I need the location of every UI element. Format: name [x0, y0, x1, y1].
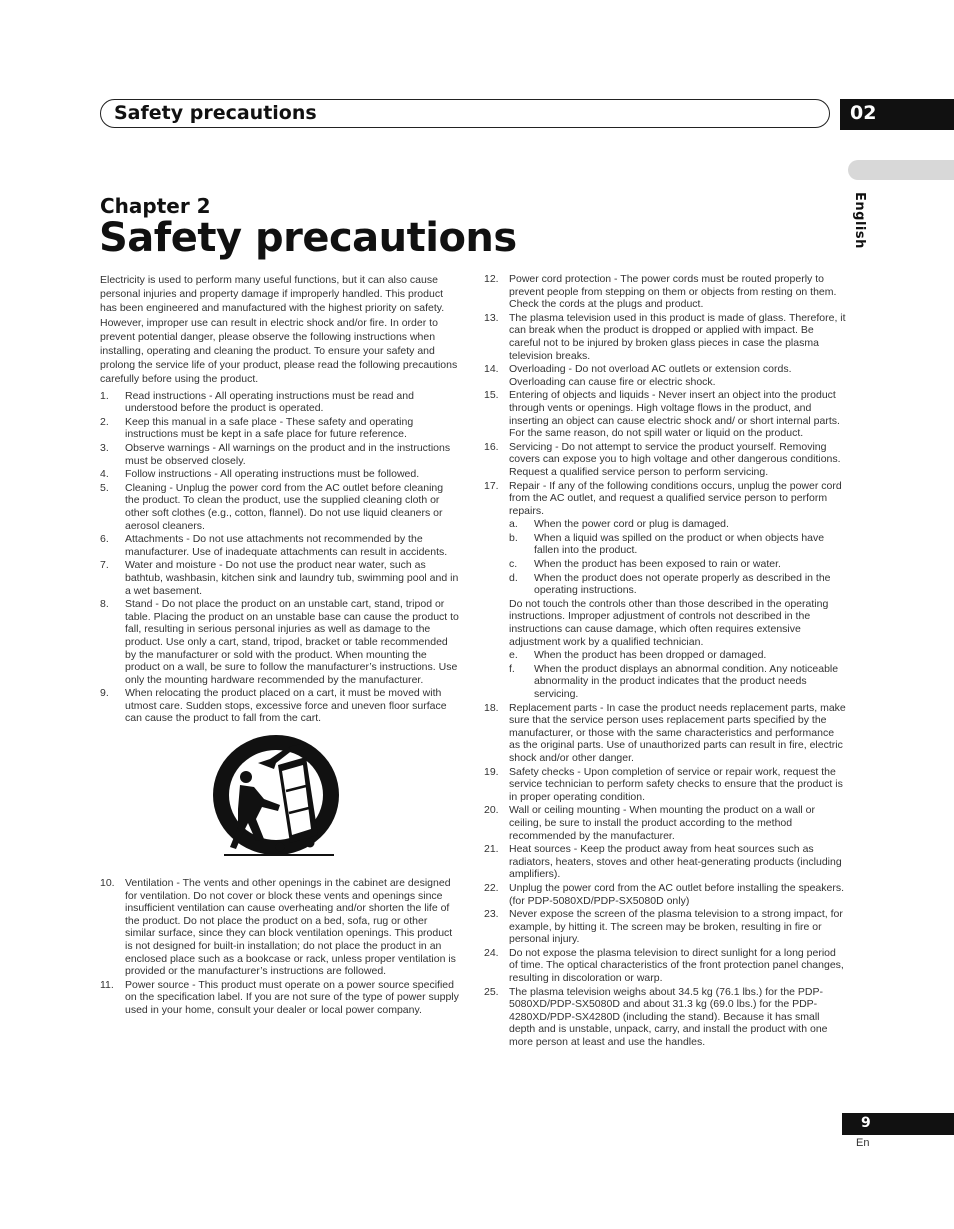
repair-item-list: [484, 480, 846, 701]
sub-item-1: [509, 518, 846, 531]
item-text: Repair - If any of the following conditions occurs, unplug the power cord from the AC outlet, and request a qualified service person to perform repairs.: [509, 479, 842, 517]
page-language-code: En: [856, 1137, 870, 1149]
list-item-4: [100, 468, 460, 481]
item-text: Do not expose the plasma television to direct sunlight for a long period of time. The optical characteristics of the front protection panel changes, resulting in discoloration or warp.: [509, 946, 844, 985]
item-number: 8.: [100, 598, 109, 611]
item-text: Read instructions - All operating instructions must be read and understood before the product is operated.: [125, 389, 414, 415]
item-number: 7.: [100, 559, 109, 572]
item-number: a.: [509, 518, 518, 531]
list-item-4: [484, 389, 846, 439]
item-text: Keep this manual in a safe place - These safety and operating instructions must be kept in a safe place for future reference.: [125, 415, 414, 441]
item-text: The plasma television weighs about 34.5 kg (76.1 lbs.) for the PDP-5080XD/PDP-SX5080D and about 31.3 kg (69.0 lbs.) for the PDP-4280XD/PDP-SX4280D (including the stand). Because it has small depth and is unstable, unpack, carry, and install the product with one more person at least and use the handles.: [509, 985, 828, 1049]
item-number: 13.: [484, 311, 499, 324]
item-text: Power cord protection - The power cords must be routed properly to prevent people from stepping on them or objects from resting on them. Check the cords at the plugs and product.: [509, 273, 837, 311]
repair-note: Do not touch the controls other than those described in the operating instructions. Improper adjustment of controls not described in the instructions can cause damage, which often requires extensive adjustment work by a qualified technician.: [509, 597, 829, 648]
item-text: Ventilation - The vents and other openings in the cabinet are designed for ventilation. Do not cover or block these vents and openings since insufficient ventilation can cause overheating and/or shorten the life of the product. Do not place the product on a bed, sofa, rug or other similar surface, since they can block ventilation openings. This product is not designed for built-in installation; do not place the product in an enclosed place such as a bookcase or rack, unless proper ventilation is provided or the manufacturer’s instructions are followed.: [125, 877, 456, 978]
list-item-2: [100, 979, 460, 1017]
item-number: 20.: [484, 804, 499, 817]
item-text: When the product has been dropped or damaged.: [534, 649, 767, 662]
list-item-3: [484, 804, 846, 842]
item-text: Never expose the screen of the plasma television to a strong impact, for example, by hitting it. The screen may be broken, resulting in fire or personal injury.: [509, 908, 843, 946]
intro-paragraph: Electricity is used to perform many useful functions, but it can also cause personal injuries and property damage if improperly handled. This product has been engineered and manufactured with the highest priority on safety. However, improper use can result in electric shock and/or fire. In order to prevent potential danger, please observe the following instructions when installing, operating and cleaning the product. To ensure your safety and prolong the service life of your product, please read the following precautions carefully before using the product.: [100, 274, 458, 386]
language-label: English: [852, 192, 867, 249]
list-item-5: [484, 441, 846, 479]
item-number: b.: [509, 531, 518, 544]
list-item-7: [484, 947, 846, 985]
language-tab: [848, 160, 954, 180]
item-number: d.: [509, 571, 518, 584]
item-text: Wall or ceiling mounting - When mounting the product on a wall or ceiling, be sure to install the product according to the method recommended by the manufacturer.: [509, 804, 816, 842]
item-number: 6.: [100, 533, 109, 546]
list-item-2: [484, 312, 846, 362]
list-item-8: [484, 986, 846, 1049]
item-text: Replacement parts - In case the product needs replacement parts, make sure that the service person uses replacement parts specified by the manufacturer, or those with the same characteristics and performance as the original parts. Use of unauthorized parts can result in fire, electric shock and/or other danger.: [509, 701, 846, 764]
item-number: 1.: [100, 389, 109, 402]
item-number: 19.: [484, 765, 499, 778]
item-number: 4.: [100, 468, 109, 481]
chapter-number: 02: [850, 102, 877, 124]
item-text: When the product does not operate properly as described in the operating instructions.: [534, 571, 831, 597]
item-number: 9.: [100, 687, 109, 700]
item-number: 16.: [484, 440, 499, 453]
list-item-2: [484, 766, 846, 804]
chapter-label: Chapter 2: [100, 194, 211, 218]
item-text: Servicing - Do not attempt to service the product yourself. Removing covers can expose you to high voltage and other dangerous conditions. Request a qualified service person to perform servicing.: [509, 440, 841, 478]
item-number: 15.: [484, 389, 499, 402]
chapter-tab: [840, 99, 954, 130]
list-item-7: [100, 559, 460, 597]
item-text: When relocating the product placed on a cart, it must be moved with utmost care. Sudden stops, excessive force and uneven floor surface can cause the product to fall from the cart.: [125, 687, 447, 725]
list-item-17: [484, 480, 846, 701]
list-item-9: [100, 687, 460, 725]
item-number: 25.: [484, 985, 499, 998]
item-number: 24.: [484, 946, 499, 959]
item-text: Attachments - Do not use attachments not recommended by the manufacturer. Use of inadequate attachments can result in accidents.: [125, 533, 448, 558]
list-item-1: [100, 390, 460, 415]
item-text: Safety checks - Upon completion of service or repair work, request the service technician to perform safety checks to ensure that the product is in proper operating condition.: [509, 765, 843, 803]
item-text: Water and moisture - Do not use the product near water, such as bathtub, washbasin, kitchen sink and laundry tub, swimming pool and in a wet basement.: [125, 559, 459, 597]
repair-conditions-list: [509, 518, 846, 597]
precautions-list-right: [484, 273, 846, 479]
item-text: Unplug the power cord from the AC outlet before installing the speakers. (for PDP-5080XD/PDP-SX5080D only): [509, 881, 845, 907]
item-number: 3.: [100, 442, 109, 454]
item-number: 11.: [100, 978, 114, 991]
list-item-1: [100, 877, 460, 978]
sub-item-4: [509, 572, 846, 597]
list-item-1: [484, 273, 846, 311]
precautions-list-right-continued: [484, 702, 846, 1049]
precautions-list-left-continued: [100, 877, 460, 1017]
precautions-list-left: [100, 390, 460, 725]
item-number: 2.: [100, 415, 109, 428]
repair-conditions-list-continued: [509, 649, 846, 700]
item-number: 5.: [100, 481, 109, 494]
list-item-5: [100, 482, 460, 532]
item-text: When the power cord or plug is damaged.: [534, 518, 729, 531]
item-number: 14.: [484, 363, 499, 376]
item-text: Follow instructions - All operating instructions must be followed.: [125, 468, 420, 481]
item-number: 21.: [484, 843, 499, 856]
sub-item-3: [509, 558, 846, 571]
item-text: Stand - Do not place the product on an unstable cart, stand, tripod or table. Placing the product on an unstable base can cause the product to fall, resulting in serious personal injuries as well as damage to the product. Use only a cart, stand, tripod, bracket or table recommended by the manufacturer or sold with the product. When mounting the product on a wall, be sure to follow the manufacturer’s instructions. Use only the mounting hardware recommended by the manufacturer.: [125, 598, 459, 686]
list-item-2: [100, 416, 460, 441]
page-number: 9: [861, 1115, 871, 1131]
item-text: Power source - This product must operate on a power source specified on the specification label. If you are not sure of the type of power supply used in your home, consult your dealer or local power company.: [125, 978, 459, 1016]
list-item-3: [100, 442, 460, 467]
item-number: e.: [509, 649, 518, 662]
item-text: Overloading - Do not overload AC outlets or extension cords. Overloading can cause fire or electric shock.: [509, 363, 792, 388]
list-item-3: [484, 363, 846, 388]
list-item-8: [100, 598, 460, 686]
item-text: The plasma television used in this product is made of glass. Therefore, it can break when the product is dropped or applied with impact. Be careful not to be injured by broken glass pieces in case the plasma television breaks.: [509, 311, 846, 362]
item-number: 22.: [484, 881, 499, 894]
list-item-6: [484, 908, 846, 946]
list-item-6: [100, 533, 460, 558]
item-number: 12.: [484, 273, 499, 285]
cart-tipover-warning-icon: [210, 735, 370, 865]
item-number: 18.: [484, 701, 499, 714]
item-text: Heat sources - Keep the product away from heat sources such as radiators, heaters, stoves and other heat-generating products (including amplifiers).: [509, 843, 842, 881]
item-text: Entering of objects and liquids - Never insert an object into the product through vents or openings. High voltage flows in the product, and inserting an object can cause electric shock and/ or short internal parts. For the same reason, do not spill water or liquid on the product.: [509, 389, 840, 440]
sub-item-2: [509, 532, 846, 557]
item-number: c.: [509, 558, 518, 571]
list-item-5: [484, 882, 846, 907]
page-number-tab: [842, 1113, 954, 1135]
item-text: Cleaning - Unplug the power cord from the AC outlet before cleaning the product. To clean the product, use the supplied cleaning cloth or other soft clothes (e.g., cotton, flannel). Do not use liquid cleaners or aerosol cleaners.: [125, 481, 444, 532]
right-column: [484, 273, 846, 1050]
item-text: Observe warnings - All warnings on the product and in the instructions must be observed closely.: [125, 442, 451, 467]
sub-item-2: [509, 663, 846, 701]
item-text: When the product has been exposed to rain or water.: [534, 558, 781, 571]
item-number: f.: [509, 662, 515, 675]
sub-item-1: [509, 649, 846, 662]
list-item-4: [484, 843, 846, 881]
list-item-1: [484, 702, 846, 765]
item-text: When the product displays an abnormal condition. Any noticeable abnormality in the product indicates that the product needs servicing.: [534, 662, 839, 700]
left-column: [100, 273, 460, 1018]
item-text: When a liquid was spilled on the product or when objects have fallen into the product.: [534, 531, 825, 557]
item-number: 17.: [484, 479, 499, 492]
page-title: Safety precautions: [99, 215, 517, 261]
item-number: 10.: [100, 877, 115, 890]
item-number: 23.: [484, 908, 499, 921]
header-title: Safety precautions: [114, 102, 317, 124]
